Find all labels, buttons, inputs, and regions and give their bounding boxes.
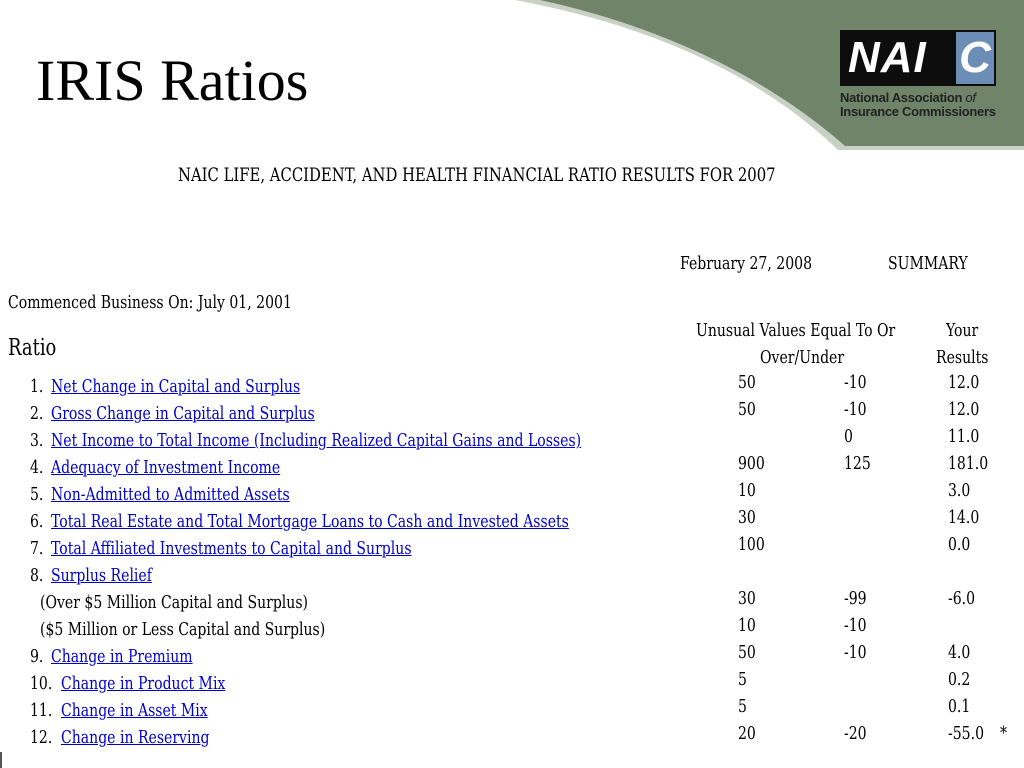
unusual-over-value: 5: [738, 696, 747, 717]
your-result-value: 4.0: [948, 642, 971, 663]
ratio-name-cell: [51, 538, 412, 560]
naic-logo: [840, 30, 1000, 119]
your-result-value: 12.0: [948, 372, 980, 393]
ratio-number: 4.: [30, 457, 44, 478]
your-result-value: 0.0: [948, 534, 971, 555]
unusual-over-value: 5: [738, 669, 747, 690]
naic-logo-accent-letter: C: [956, 32, 994, 84]
ratio-row: [0, 453, 1024, 484]
ratio-number: 10.: [30, 673, 53, 694]
ratio-name-cell: [61, 727, 210, 749]
ratio-name-cell: [51, 511, 569, 533]
your-result-value: -55.0: [948, 723, 985, 744]
ratio-row: [0, 615, 1024, 646]
unusual-under-value: -10: [844, 372, 867, 393]
your-results-heading-line2: Results: [936, 347, 989, 368]
unusual-over-value: 100: [738, 534, 765, 555]
ratio-number: 2.: [30, 403, 44, 424]
commenced-business-date: Commenced Business On: July 01, 2001: [8, 292, 292, 313]
ratio-number: 9.: [30, 646, 44, 667]
ratio-link[interactable]: Total Affiliated Investments to Capital and Surplus: [51, 538, 412, 559]
unusual-over-value: 50: [738, 642, 756, 663]
ratio-subname: (Over $5 Million Capital and Surplus): [40, 592, 309, 613]
ratio-subname-cell: [40, 592, 308, 614]
unusual-under-value: 0: [844, 426, 853, 447]
unusual-values-heading: Unusual Values Equal To Or: [696, 320, 896, 341]
ratio-name-cell: [61, 673, 225, 695]
ratio-row: [0, 642, 1024, 673]
ratio-subname: ($5 Million or Less Capital and Surplus): [40, 619, 326, 640]
your-result-value: 14.0: [948, 507, 980, 528]
unusual-under-value: 125: [844, 453, 871, 474]
unusual-over-value: 10: [738, 480, 756, 501]
ratio-name-cell: [51, 430, 581, 452]
unusual-under-value: -10: [844, 615, 867, 636]
unusual-over-value: 50: [738, 372, 756, 393]
your-result-value: 0.2: [948, 669, 971, 690]
report-date: February 27, 2008: [680, 253, 813, 274]
your-result-value: 0.1: [948, 696, 971, 717]
ratio-name-cell: [51, 646, 193, 668]
ratio-row: [0, 534, 1024, 565]
ratio-link[interactable]: Total Real Estate and Total Mortgage Loans to Cash and Invested Assets: [51, 511, 569, 532]
naic-logo-line1-italic: of: [965, 90, 976, 105]
your-result-value: 12.0: [948, 399, 980, 420]
ratio-link[interactable]: Change in Reserving: [61, 727, 210, 748]
ratio-number: 11.: [30, 700, 53, 721]
ratio-row: [0, 399, 1024, 430]
your-result-value: 3.0: [948, 480, 971, 501]
result-footnote-marker: *: [1000, 723, 1008, 744]
ratio-name-cell: [51, 403, 315, 425]
ratio-name-cell: [51, 376, 300, 398]
your-result-value: -6.0: [948, 588, 976, 609]
unusual-under-value: -10: [844, 399, 867, 420]
ratio-name-cell: [51, 565, 152, 587]
ratio-link[interactable]: Change in Asset Mix: [61, 700, 208, 721]
ratio-number: 12.: [30, 727, 53, 748]
ratio-number: 8.: [30, 565, 44, 586]
ratio-row: [0, 372, 1024, 403]
unusual-over-value: 20: [738, 723, 756, 744]
ratio-link[interactable]: Change in Premium: [51, 646, 193, 667]
unusual-under-value: -20: [844, 723, 867, 744]
ratio-link[interactable]: Gross Change in Capital and Surplus: [51, 403, 315, 424]
ratio-name-cell: [51, 457, 280, 479]
naic-logo-mark: [840, 30, 996, 86]
naic-logo-caption: [840, 91, 1000, 119]
ratio-row: [0, 507, 1024, 538]
ratio-link[interactable]: Adequacy of Investment Income: [51, 457, 281, 478]
ratio-number: 1.: [30, 376, 44, 397]
ratio-link[interactable]: Net Income to Total Income (Including Realized Capital Gains and Losses): [51, 430, 582, 451]
ratio-row: [0, 696, 1024, 727]
ratio-subname-cell: [40, 619, 325, 641]
over-under-heading: Over/Under: [760, 347, 845, 368]
ratio-link[interactable]: Net Change in Capital and Surplus: [51, 376, 301, 397]
ratio-row: [0, 565, 1024, 592]
your-results-heading-line1: Your: [946, 320, 979, 341]
your-result-value: 181.0: [948, 453, 989, 474]
ratio-name-cell: [61, 700, 208, 722]
ratio-column-heading: Ratio: [8, 335, 57, 361]
naic-logo-letters: NAI: [848, 33, 927, 82]
ratio-row: [0, 588, 1024, 619]
ratio-number: 3.: [30, 430, 44, 451]
ratio-link[interactable]: Surplus Relief: [51, 565, 152, 586]
ratio-row: [0, 723, 1024, 754]
report-title: NAIC LIFE, ACCIDENT, AND HEALTH FINANCIAL RATIO RESULTS FOR 2007: [178, 164, 776, 186]
unusual-over-value: 10: [738, 615, 756, 636]
ratio-link[interactable]: Non-Admitted to Admitted Assets: [51, 484, 290, 505]
naic-logo-line1: National Association: [840, 90, 963, 105]
unusual-over-value: 30: [738, 588, 756, 609]
ratio-row: [0, 480, 1024, 511]
ratio-number: 6.: [30, 511, 44, 532]
unusual-over-value: 30: [738, 507, 756, 528]
slide-title: IRIS Ratios: [36, 48, 309, 113]
your-result-value: 11.0: [948, 426, 980, 447]
unusual-over-value: 50: [738, 399, 756, 420]
ratio-link[interactable]: Change in Product Mix: [61, 673, 226, 694]
ratio-row: [0, 669, 1024, 700]
ratio-name-cell: [51, 484, 290, 506]
unusual-over-value: 900: [738, 453, 765, 474]
unusual-under-value: -99: [844, 588, 867, 609]
unusual-under-value: -10: [844, 642, 867, 663]
edge-marker: [0, 752, 2, 768]
report-summary-label: SUMMARY: [888, 253, 968, 274]
ratio-number: 7.: [30, 538, 44, 559]
ratio-number: 5.: [30, 484, 44, 505]
naic-logo-line2: Insurance Commissioners: [840, 104, 996, 119]
